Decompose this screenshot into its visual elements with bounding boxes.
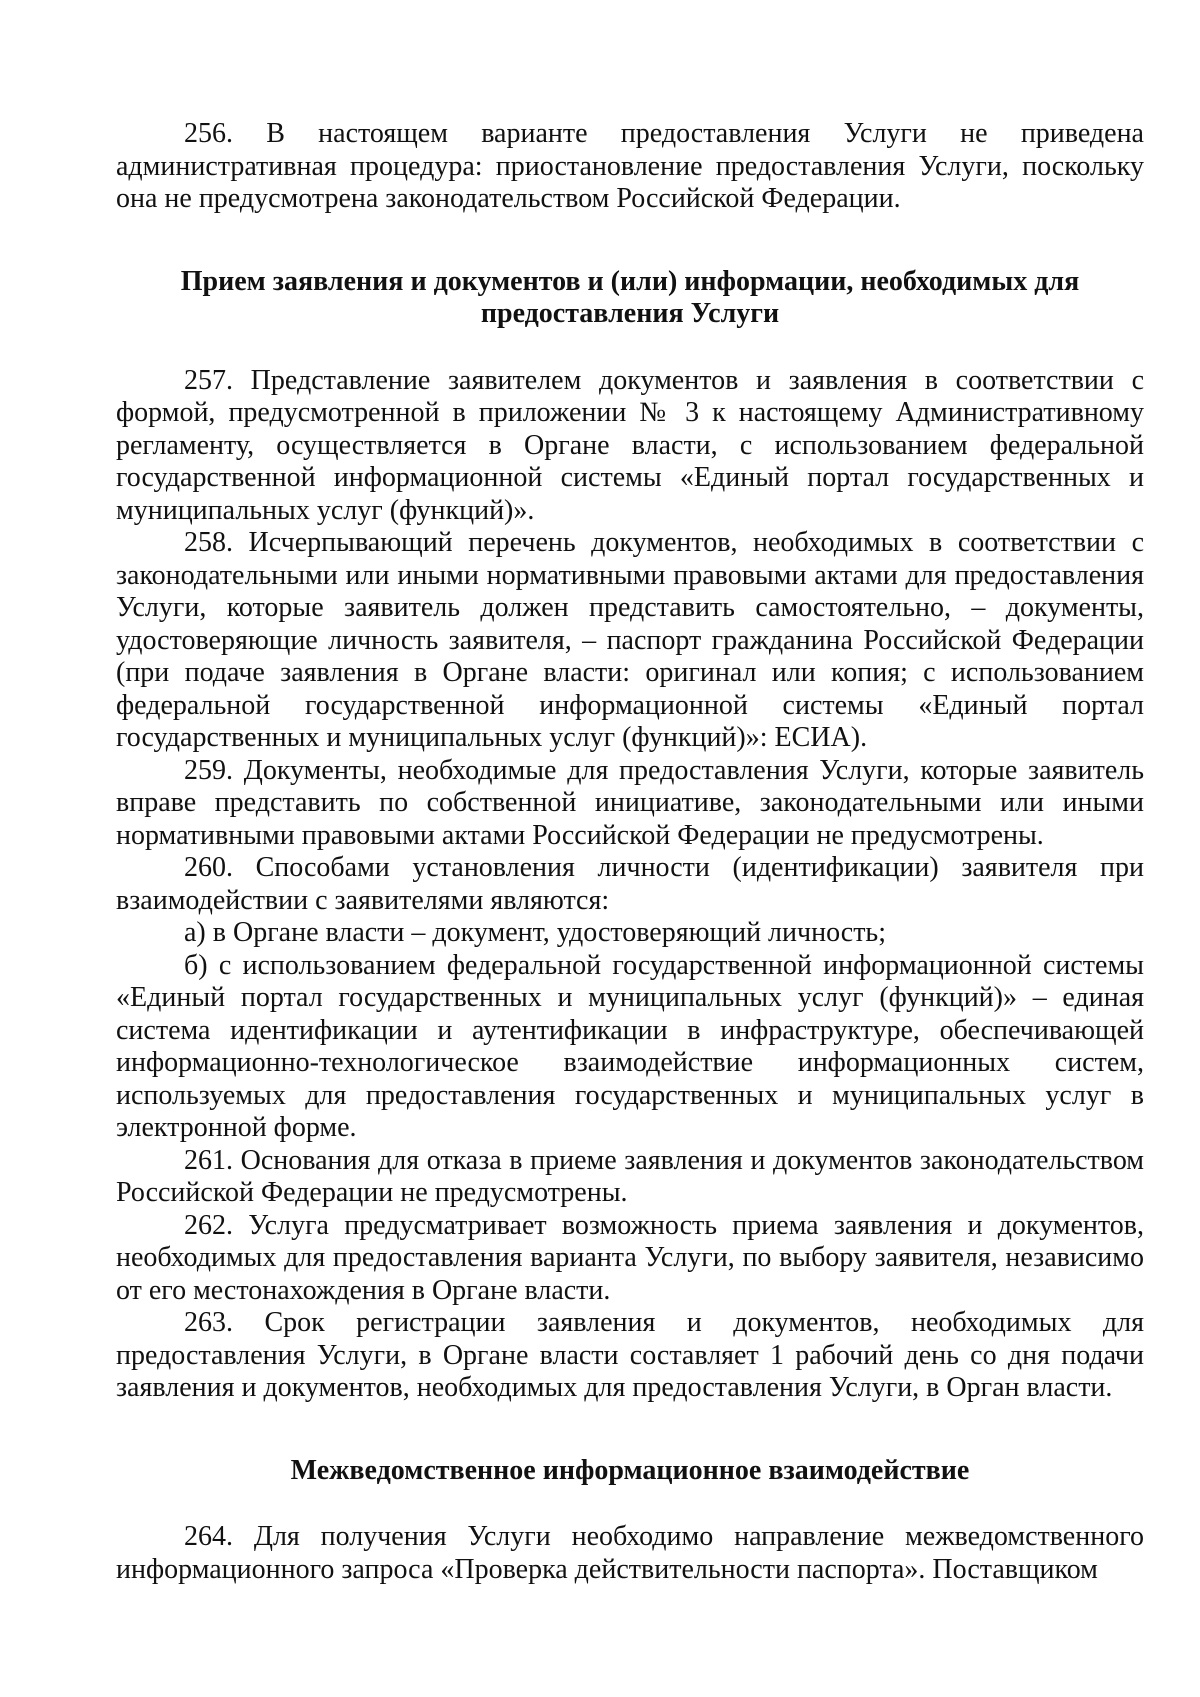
paragraph-260-b: б) с использованием федеральной государственной информационной системы «Единый портал государственных и муниципальных услуг (функций)» – единая система идентификации и аутентификации в инфраструктуре, обеспечивающей информационно-технологическое взаимодействие информационных систем, используемых для предоставления государственных и муниципальных услуг в электронной форме. — [116, 949, 1144, 1143]
paragraph-263: 263. Срок регистрации заявления и документов, необходимых для предоставления Услуги, в Органе власти составляет 1 рабочий день со дня подачи заявления и документов, необходимых для предоставления Услуги, в Орган власти. — [116, 1307, 1144, 1403]
section-heading-intake: Прием заявления и документов и (или) информации, необходимых для предоставления Услуги — [180, 265, 1080, 329]
paragraph-259: 259. Документы, необходимые для предоставления Услуги, которые заявитель вправе представить по собственной инициативе, законодательными или иными нормативными правовыми актами Российской Федерации не предусмотрены. — [116, 754, 1144, 851]
paragraph-262: 262. Услуга предусматривает возможность приема заявления и документов, необходимых для предоставления варианта Услуги, по выбору заявителя, независимо от его местонахождения в Органе власти. — [116, 1209, 1144, 1306]
section-heading-interagency: Межведомственное информационное взаимодействие — [290, 1454, 970, 1486]
paragraph-264: 264. Для получения Услуги необходимо направление межведомственного информационного запроса «Проверка действительности паспорта». Поставщиком — [116, 1521, 1144, 1585]
paragraph-257: 257. Представление заявителем документов и заявления в соответствии с формой, предусмотренной в приложении № 3 к настоящему Административному регламенту, осуществляется в Органе власти, с использованием федеральной государственной информационной системы «Единый портал государственных и муниципальных услуг (функций)». — [116, 364, 1144, 526]
document-page — [116, 118, 1144, 1586]
paragraph-260-a: а) в Органе власти – документ, удостоверяющий личность; — [184, 917, 886, 948]
paragraph-260: 260. Способами установления личности (идентификации) заявителя при взаимодействии с заявителями являются: — [116, 852, 1144, 916]
paragraph-261: 261. Основания для отказа в приеме заявления и документов законодательством Российской Федерации не предусмотрены. — [116, 1144, 1144, 1208]
paragraph-258: 258. Исчерпывающий перечень документов, необходимых в соответствии с законодательными или иными нормативными правовыми актами для предоставления Услуги, которые заявитель должен представить самостоятельно, – документы, удостоверяющие личность заявителя, – паспорт гражданина Российской Федерации (при подаче заявления в Органе власти: оригинал или копия; с использованием федеральной государственной информационной системы «Единый портал государственных и муниципальных услуг (функций)»: ЕСИА). — [116, 527, 1144, 753]
paragraph-256: 256. В настоящем варианте предоставления Услуги не приведена административная процедура: приостановление предоставления Услуги, поскольку она не предусмотрена законодательством Российской Федерации. — [116, 118, 1144, 214]
